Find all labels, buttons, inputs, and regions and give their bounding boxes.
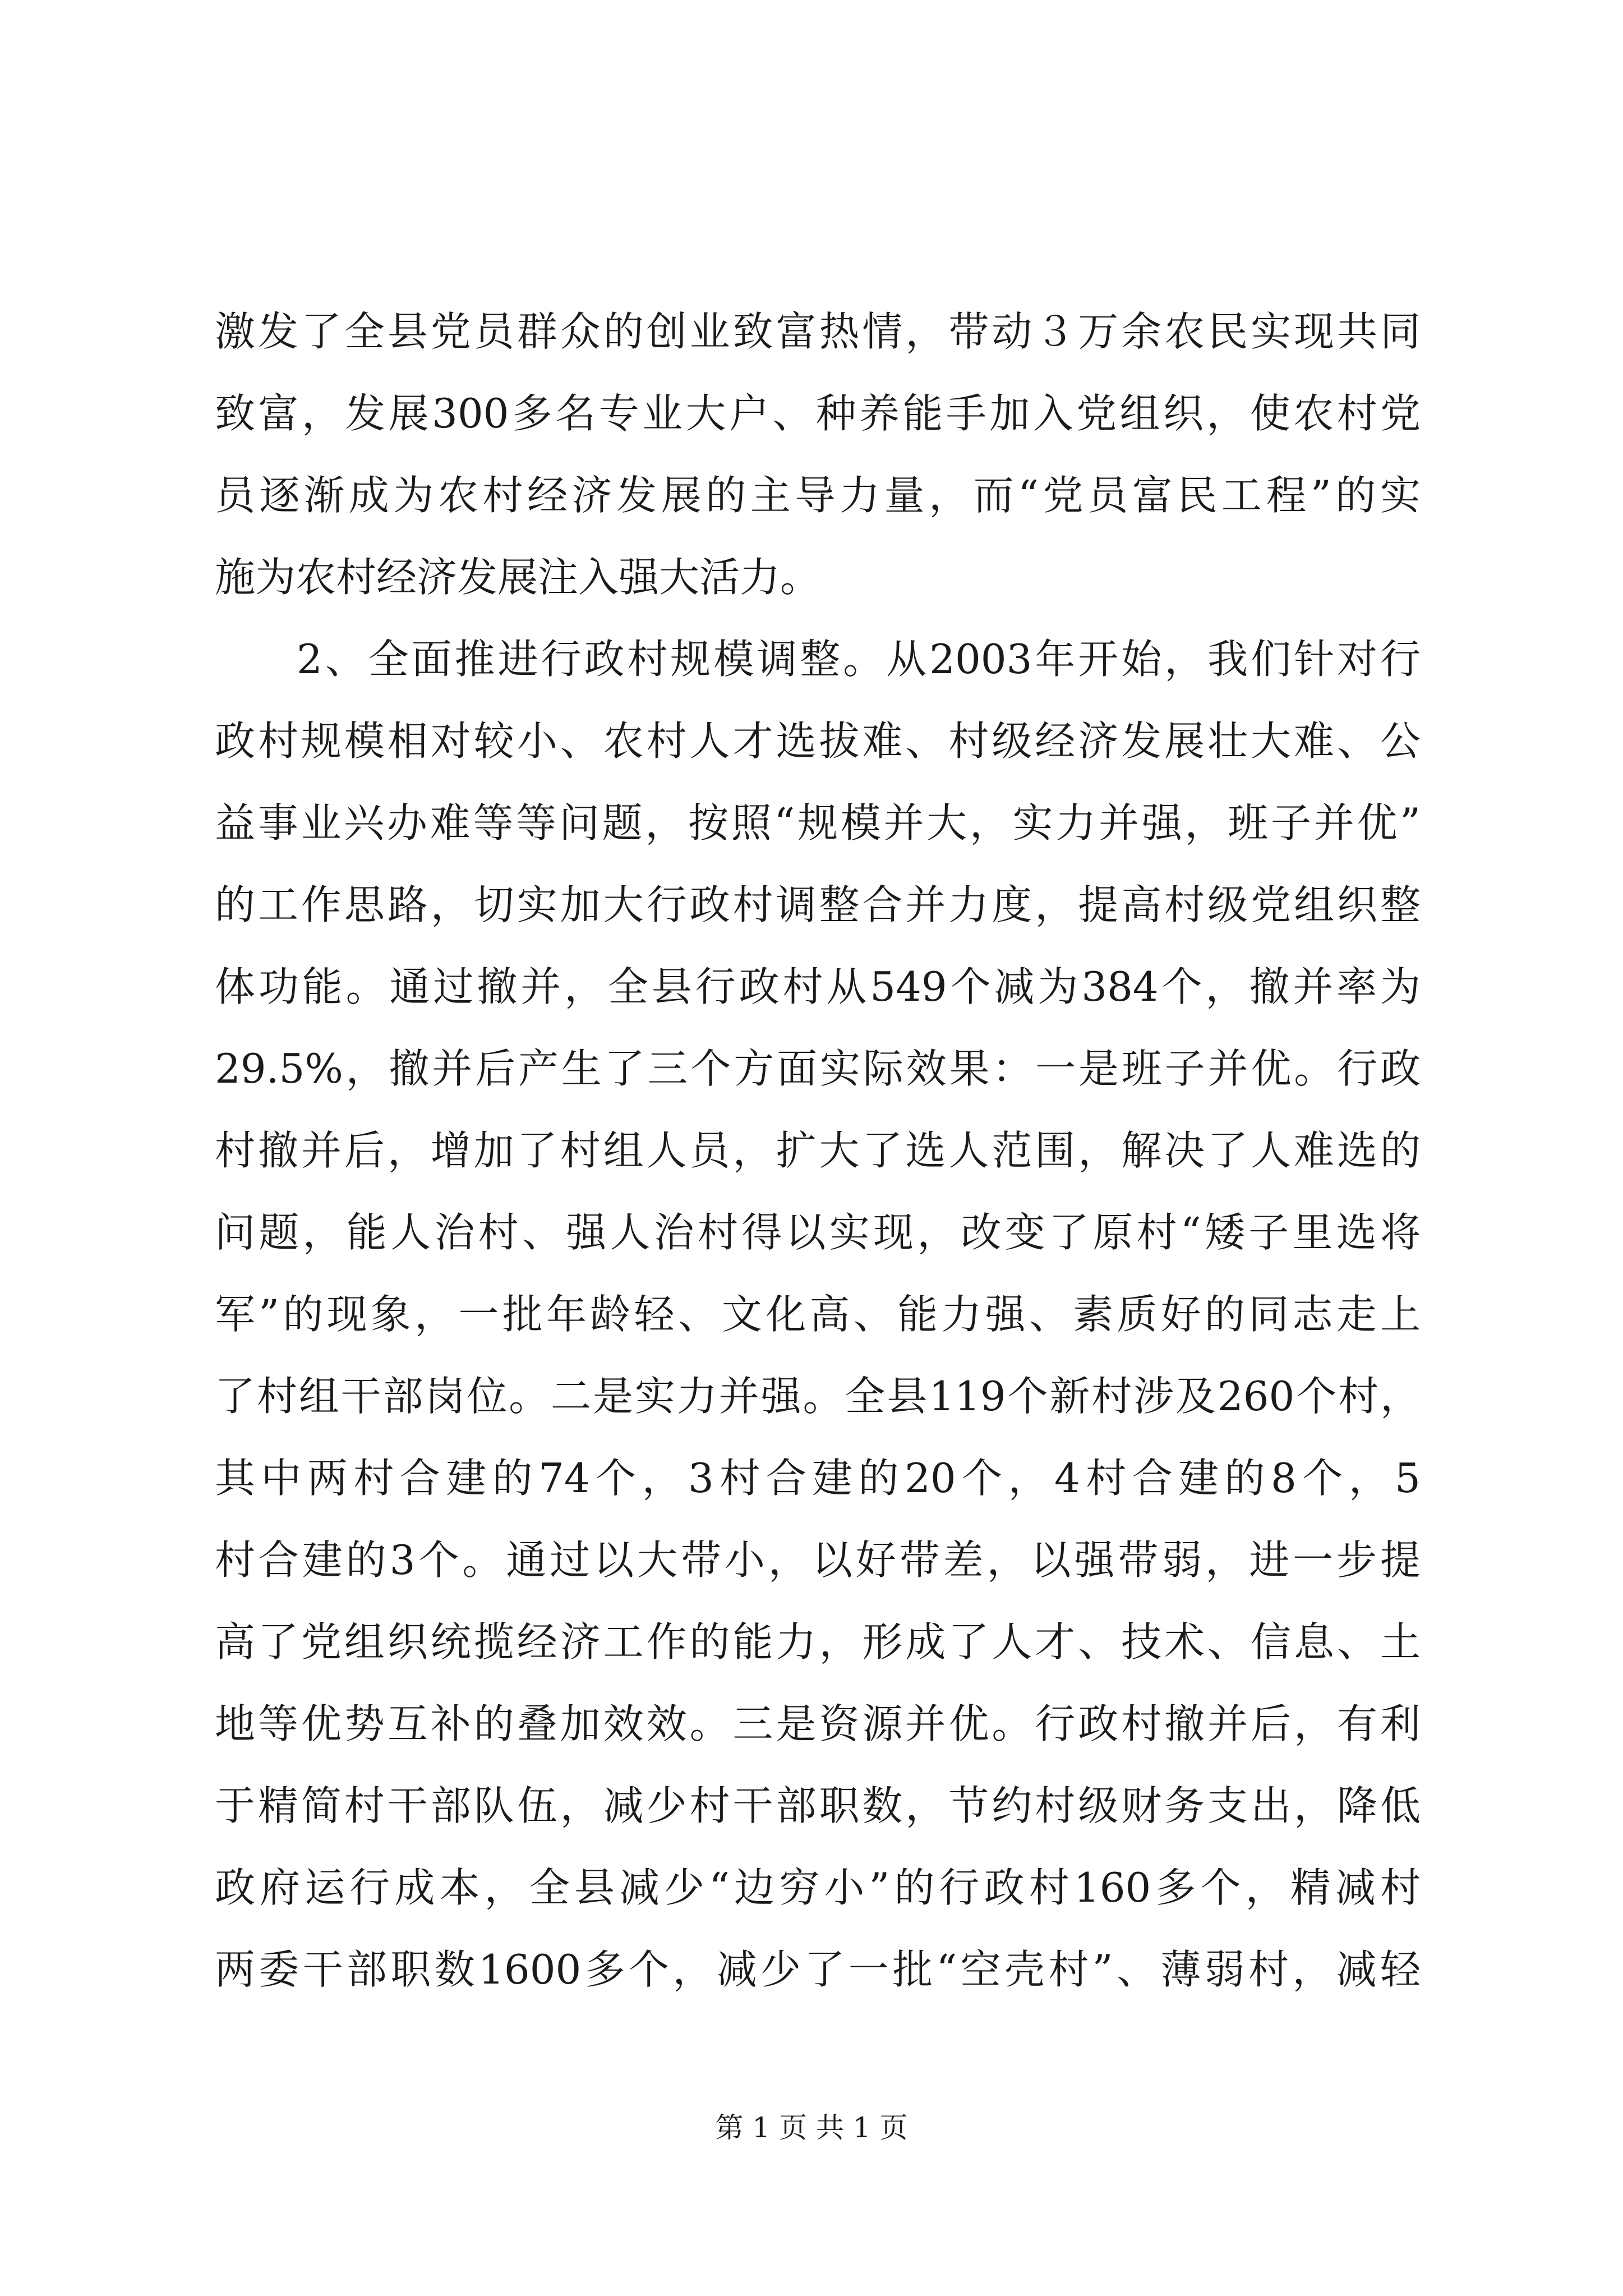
text-line: 问题，能人治村、强人治村得以实现，改变了原村“矮子里选将 bbox=[215, 1209, 1421, 1256]
page-number: 第 1 页 共 1 页 bbox=[715, 2111, 908, 2144]
text-line: 军”的现象，一批年龄轻、文化高、能力强、素质好的同志走上 bbox=[215, 1291, 1421, 1338]
text-line: 政村规模相对较小、农村人才选拔难、村级经济发展壮大难、公 bbox=[215, 717, 1421, 765]
body-text bbox=[215, 291, 1421, 2010]
text-line: 两委干部职数1600多个，减少了一批“空壳村”、薄弱村，减轻 bbox=[215, 1946, 1421, 1993]
text-line: 政府运行成本，全县减少“边穷小”的行政村160多个，精减村 bbox=[215, 1864, 1421, 1911]
text-line: 激发了全县党员群众的创业致富热情，带动３万余农民实现共同 bbox=[215, 308, 1421, 355]
text-line: 员逐渐成为农村经济发展的主导力量，而“党员富民工程”的实 bbox=[215, 472, 1421, 519]
text-line: 地等优势互补的叠加效效。三是资源并优。行政村撤并后，有利 bbox=[215, 1700, 1421, 1747]
text-line: 体功能。通过撤并，全县行政村从549个减为384个，撤并率为 bbox=[215, 963, 1421, 1010]
text-line: 2、全面推进行政村规模调整。从2003年开始，我们针对行 bbox=[297, 636, 1421, 683]
text-line: 了村组干部岗位。二是实力并强。全县119个新村涉及260个村， bbox=[215, 1373, 1421, 1420]
text-line: 29.5%，撤并后产生了三个方面实际效果：一是班子并优。行政 bbox=[215, 1045, 1421, 1092]
text-line: 村撤并后，增加了村组人员，扩大了选人范围，解决了人难选的 bbox=[215, 1127, 1421, 1174]
text-line: 益事业兴办难等等问题，按照“规模并大，实力并强，班子并优” bbox=[215, 799, 1421, 846]
text-line: 致富，发展300多名专业大户、种养能手加入党组织，使农村党 bbox=[215, 390, 1421, 437]
page-footer bbox=[0, 2111, 1623, 2145]
text-line: 高了党组织统揽经济工作的能力，形成了人才、技术、信息、土 bbox=[215, 1618, 1421, 1665]
text-line: 施为农村经济发展注入强大活力。 bbox=[215, 554, 821, 601]
text-line: 的工作思路，切实加大行政村调整合并力度，提高村级党组织整 bbox=[215, 881, 1421, 928]
text-line: 于精简村干部队伍，减少村干部职数，节约村级财务支出，降低 bbox=[215, 1782, 1421, 1829]
text-line: 村合建的3个。通过以大带小，以好带差，以强带弱，进一步提 bbox=[215, 1536, 1421, 1584]
text-line: 其中两村合建的74个，3村合建的20个，4村合建的8个，5 bbox=[215, 1455, 1421, 1502]
